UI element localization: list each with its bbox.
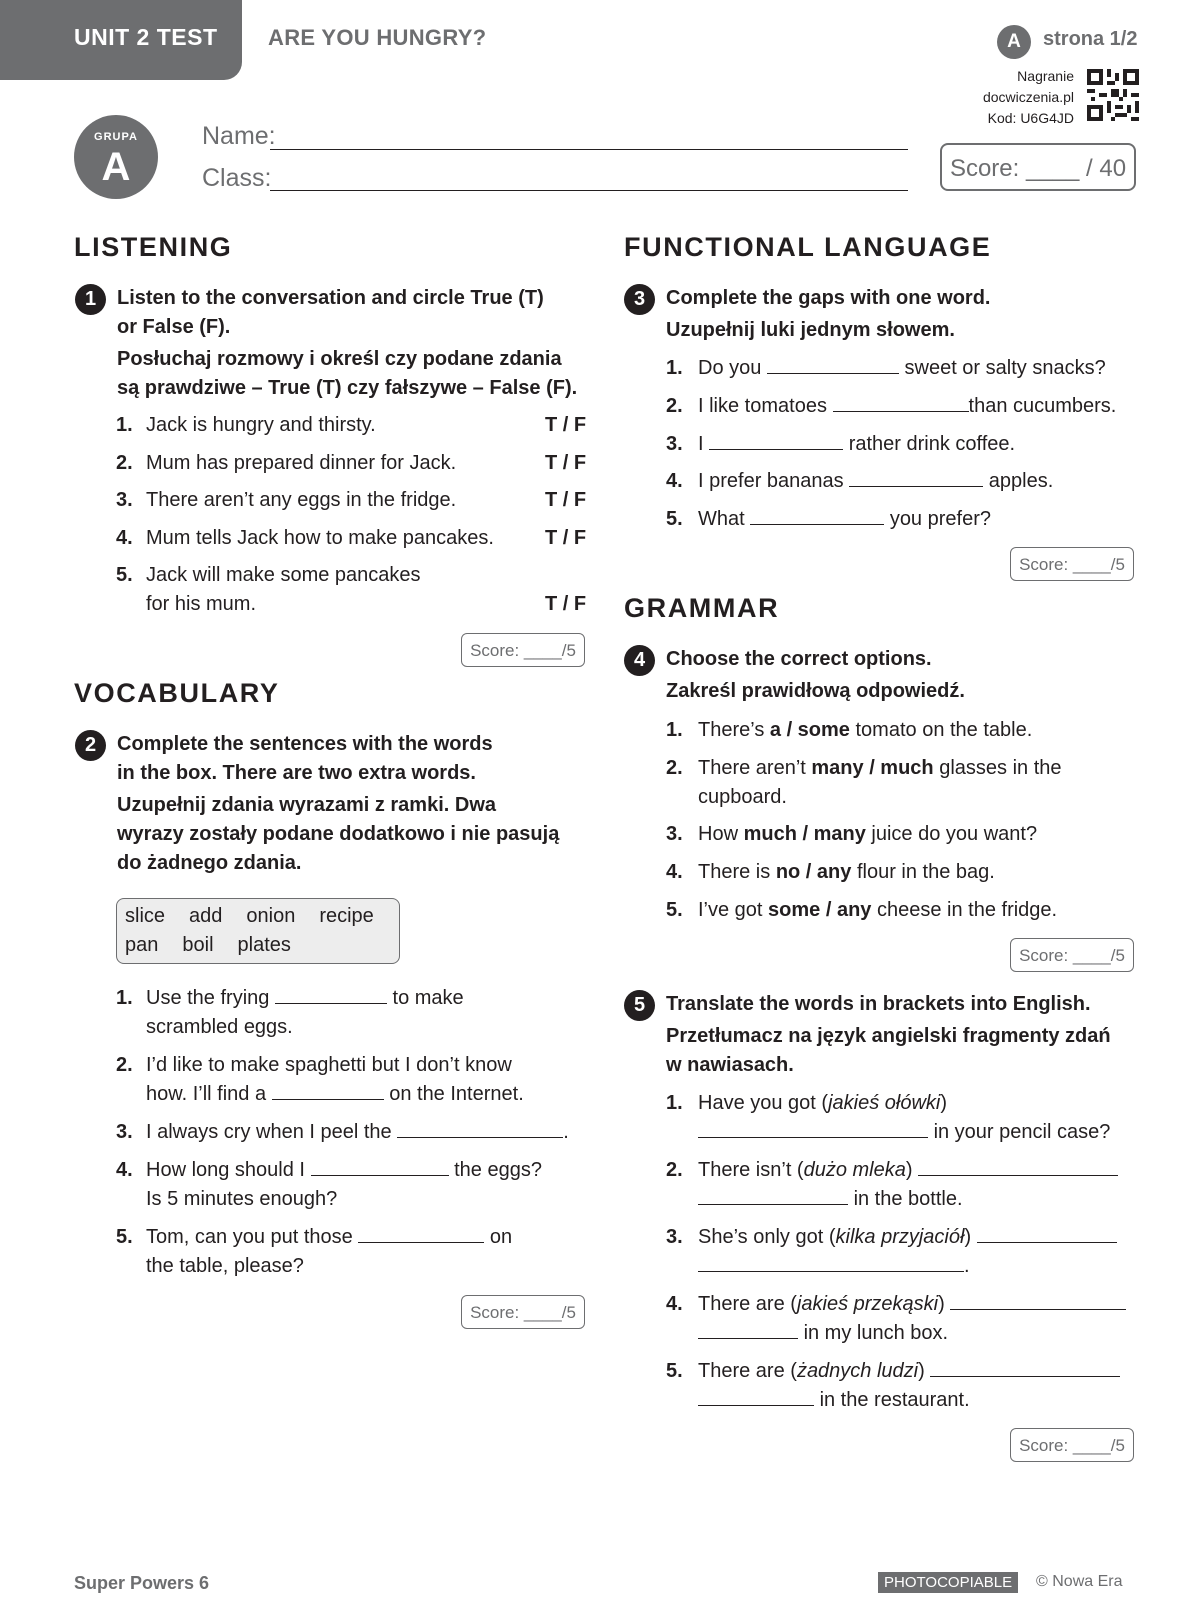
item-number: 5. xyxy=(116,1226,133,1248)
word-box-word: plates xyxy=(237,934,291,956)
name-field[interactable] xyxy=(270,149,908,150)
instruction-line: Przetłumacz na język angielski fragmenty zdań xyxy=(666,1025,1111,1047)
answer-blank[interactable] xyxy=(833,393,969,412)
word-box-word: add xyxy=(189,905,223,927)
item-text: flour in the bag. xyxy=(851,861,995,883)
unit-title: ARE YOU HUNGRY? xyxy=(268,25,487,50)
answer-blank[interactable] xyxy=(977,1224,1117,1243)
true-false-choice[interactable]: T / F xyxy=(545,414,587,436)
list-item xyxy=(116,524,592,553)
option-choice[interactable]: much / many xyxy=(743,823,866,845)
instruction-line: Listen to the conversation and circle True (T) xyxy=(117,287,544,309)
instruction-line: są prawdziwe – True (T) czy fałszywe – False (F). xyxy=(117,377,578,399)
instruction-line: do żadnego zdania. xyxy=(117,852,302,874)
item-number: 2. xyxy=(666,395,683,417)
item-text: What xyxy=(698,508,745,530)
answer-blank[interactable] xyxy=(358,1224,484,1243)
answer-blank[interactable] xyxy=(272,1081,384,1100)
polish-phrase: żadnych ludzi xyxy=(796,1360,919,1382)
item-text: in the restaurant. xyxy=(819,1389,970,1411)
unit-label: UNIT 2 TEST xyxy=(74,24,218,50)
item-number: 2. xyxy=(116,1054,133,1076)
item-text: Jack is hungry and thirsty. xyxy=(146,414,376,436)
item-text: Mum tells Jack how to make pancakes. xyxy=(146,527,494,549)
section-score: Score: ____/5 xyxy=(1010,938,1134,972)
photocopiable-label: PHOTOCOPIABLE xyxy=(878,1572,1018,1593)
item-text: I always cry when I peel the xyxy=(146,1121,392,1143)
item-text: the eggs? xyxy=(454,1159,542,1181)
answer-blank[interactable] xyxy=(397,1119,563,1138)
polish-phrase: kilka przyjaciół xyxy=(835,1226,965,1248)
word-box-word: onion xyxy=(246,905,296,927)
instruction-line: Posłuchaj rozmowy i określ czy podane zdania xyxy=(117,348,562,370)
class-field[interactable] xyxy=(270,190,908,191)
item-text: There isn’t ( xyxy=(698,1159,804,1181)
item-text: than cucumbers. xyxy=(968,395,1117,417)
group-label: GRUPA xyxy=(94,131,138,143)
answer-blank[interactable] xyxy=(750,506,884,525)
instruction-line: w nawiasach. xyxy=(666,1054,794,1076)
unit-tab xyxy=(0,0,242,80)
instruction-line: Complete the sentences with the words xyxy=(117,733,493,755)
answer-blank[interactable] xyxy=(849,468,983,487)
option-choice[interactable]: a / some xyxy=(769,719,850,741)
answer-blank[interactable] xyxy=(698,1186,848,1205)
item-number: 4. xyxy=(116,527,133,549)
instruction-line: wyrazy zostały podane dodatkowo i nie pasują xyxy=(117,823,560,845)
item-text: . xyxy=(964,1255,970,1277)
item-text: rather drink coffee. xyxy=(848,433,1016,455)
option-choice[interactable]: many / much xyxy=(811,757,934,779)
item-text: There’s xyxy=(698,719,770,741)
item-number: 5. xyxy=(666,508,683,530)
total-score: Score: ____ / 40 xyxy=(940,143,1136,191)
item-text: I xyxy=(698,433,704,455)
recording-line: Nagranie xyxy=(1017,68,1074,84)
item-number: 4. xyxy=(116,1159,133,1181)
item-number: 2. xyxy=(116,452,133,474)
item-text: the table, please? xyxy=(146,1255,304,1277)
word-box-word: recipe xyxy=(319,905,374,927)
answer-blank[interactable] xyxy=(709,431,843,450)
exercise-number: 2 xyxy=(75,730,106,761)
exercise-number: 5 xyxy=(624,990,655,1021)
item-number: 1. xyxy=(116,414,133,436)
item-number: 3. xyxy=(666,823,683,845)
recording-line: Kod: U6G4JD xyxy=(987,110,1074,126)
option-choice[interactable]: some / any xyxy=(768,899,872,921)
class-label: Class: xyxy=(202,164,272,192)
item-text: There aren’t any eggs in the fridge. xyxy=(146,489,457,511)
option-choice[interactable]: no / any xyxy=(775,861,852,883)
item-text: for his mum. xyxy=(146,593,257,615)
word-box-row xyxy=(125,931,391,960)
recording-info xyxy=(983,66,1074,129)
item-text: There are ( xyxy=(698,1293,797,1315)
item-text: sweet or salty snacks? xyxy=(904,357,1106,379)
item-number: 1. xyxy=(666,357,683,379)
exercise-number: 3 xyxy=(624,284,655,315)
section-score: Score: ____/5 xyxy=(1010,1428,1134,1462)
instruction-en xyxy=(117,284,544,342)
group-badge: A xyxy=(997,25,1031,59)
item-number: 4. xyxy=(666,861,683,883)
instruction-en: Complete the gaps with one word. xyxy=(666,287,991,309)
exercise-number: 1 xyxy=(75,284,106,315)
true-false-choice[interactable]: T / F xyxy=(545,593,587,615)
instruction-line: Uzupełnij zdania wyrazami z ramki. Dwa xyxy=(117,794,497,816)
polish-phrase: jakieś przekąski xyxy=(796,1293,939,1315)
item-number: 5. xyxy=(666,1360,683,1382)
item-text: cheese in the fridge. xyxy=(871,899,1058,921)
instruction-pl: Uzupełnij luki jednym słowem. xyxy=(666,319,955,341)
item-text: There is xyxy=(698,861,776,883)
item-text: Jack will make some pancakes xyxy=(146,564,421,586)
word-box-word: pan xyxy=(125,934,159,956)
item-text: to make xyxy=(392,987,464,1009)
item-text: apples. xyxy=(988,470,1054,492)
instruction-line: or False (F). xyxy=(117,316,231,338)
item-text: ) xyxy=(905,1159,913,1181)
word-box xyxy=(116,898,400,964)
list-item xyxy=(116,411,592,440)
answer-blank[interactable] xyxy=(311,1157,449,1176)
item-text: scrambled eggs. xyxy=(146,1016,293,1038)
item-text: I like tomatoes xyxy=(698,395,827,417)
item-number: 1. xyxy=(116,987,133,1009)
item-text: in your pencil case? xyxy=(933,1121,1111,1143)
item-text: cupboard. xyxy=(698,786,787,808)
vocabulary-title: VOCABULARY xyxy=(74,678,280,708)
answer-blank[interactable] xyxy=(275,985,387,1004)
item-text: ) xyxy=(938,1293,945,1315)
word-box-word: slice xyxy=(125,905,166,927)
answer-blank[interactable] xyxy=(767,355,899,374)
listening-title: LISTENING xyxy=(74,232,233,262)
item-text: juice do you want? xyxy=(865,823,1038,845)
item-text: Have you got ( xyxy=(698,1092,829,1114)
item-text: ) xyxy=(918,1360,925,1382)
item-text: ) xyxy=(964,1226,972,1248)
item-number: 5. xyxy=(116,564,133,586)
item-number: 3. xyxy=(116,1121,133,1143)
answer-blank[interactable] xyxy=(698,1387,814,1406)
instruction-line: in the box. There are two extra words. xyxy=(117,762,476,784)
item-number: 3. xyxy=(116,489,133,511)
book-title: Super Powers 6 xyxy=(74,1573,210,1593)
item-text: She’s only got ( xyxy=(698,1226,836,1248)
instruction-pl: Zakreśl prawidłową odpowiedź. xyxy=(666,680,965,702)
word-box-row xyxy=(125,902,391,931)
exercise-number: 4 xyxy=(624,645,655,676)
group-letter: A xyxy=(101,145,131,189)
grammar-title: GRAMMAR xyxy=(624,593,780,623)
instruction-en xyxy=(117,730,493,788)
item-text: Is 5 minutes enough? xyxy=(146,1188,338,1210)
item-text: how. I’ll find a xyxy=(146,1083,267,1105)
item-text: Mum has prepared dinner for Jack. xyxy=(146,452,457,474)
item-number: 1. xyxy=(666,1092,683,1114)
item-number: 3. xyxy=(666,1226,683,1248)
item-number: 2. xyxy=(666,757,683,779)
item-text: I prefer bananas xyxy=(698,470,844,492)
list-item xyxy=(116,561,592,619)
answer-blank[interactable] xyxy=(930,1358,1120,1377)
instruction-en: Choose the correct options. xyxy=(666,648,932,670)
item-text: How long should I xyxy=(146,1159,305,1181)
section-score: Score: ____/5 xyxy=(1010,547,1134,581)
item-text: tomato on the table. xyxy=(849,719,1033,741)
answer-blank[interactable] xyxy=(698,1253,964,1272)
item-number: 4. xyxy=(666,470,683,492)
qr-code-icon xyxy=(1087,69,1139,121)
item-text: Do you xyxy=(698,357,762,379)
list-item xyxy=(116,449,592,478)
word-box-word: boil xyxy=(182,934,214,956)
group-circle xyxy=(74,115,158,199)
item-text: There are ( xyxy=(698,1360,797,1382)
answer-blank[interactable] xyxy=(950,1291,1126,1310)
item-text: on xyxy=(489,1226,513,1248)
item-text: . xyxy=(563,1121,569,1143)
item-number: 1. xyxy=(666,719,683,741)
true-false-choice[interactable]: T / F xyxy=(545,489,587,511)
item-text: in the bottle. xyxy=(853,1188,963,1210)
instruction-pl xyxy=(666,1022,1111,1080)
true-false-choice[interactable]: T / F xyxy=(545,452,587,474)
answer-blank[interactable] xyxy=(918,1157,1118,1176)
section-score: Score: ____/5 xyxy=(461,633,585,667)
item-text: There aren’t xyxy=(698,757,812,779)
recording-line: docwiczenia.pl xyxy=(982,89,1074,105)
item-text: you prefer? xyxy=(889,508,991,530)
instruction-pl xyxy=(117,791,559,878)
item-number: 5. xyxy=(666,899,683,921)
item-text: How xyxy=(698,823,744,845)
functional-language-title: FUNCTIONAL LANGUAGE xyxy=(624,232,992,262)
item-text: Use the frying xyxy=(146,987,270,1009)
answer-blank[interactable] xyxy=(698,1119,928,1138)
item-text: ) xyxy=(940,1092,948,1114)
item-number: 3. xyxy=(666,433,683,455)
true-false-choice[interactable]: T / F xyxy=(545,527,587,549)
answer-blank[interactable] xyxy=(698,1320,798,1339)
item-number: 2. xyxy=(666,1159,683,1181)
item-text: in my lunch box. xyxy=(803,1322,949,1344)
polish-phrase: jakieś ołówki xyxy=(828,1092,941,1114)
copyright: © Nowa Era xyxy=(1036,1573,1123,1590)
item-text: I’ve got xyxy=(698,899,769,921)
section-score: Score: ____/5 xyxy=(461,1295,585,1329)
name-label: Name: xyxy=(202,122,276,150)
item-number: 4. xyxy=(666,1293,683,1315)
page-label: strona 1/2 xyxy=(1043,28,1138,50)
item-text: on the Internet. xyxy=(389,1083,524,1105)
item-text: glasses in the xyxy=(933,757,1062,779)
polish-phrase: dużo mleka xyxy=(803,1159,906,1181)
instruction-en: Translate the words in brackets into English. xyxy=(666,993,1091,1015)
instruction-pl xyxy=(117,345,577,403)
item-text: I’d like to make spaghetti but I don’t know xyxy=(146,1054,512,1076)
item-text: Tom, can you put those xyxy=(146,1226,353,1248)
list-item xyxy=(116,486,592,515)
